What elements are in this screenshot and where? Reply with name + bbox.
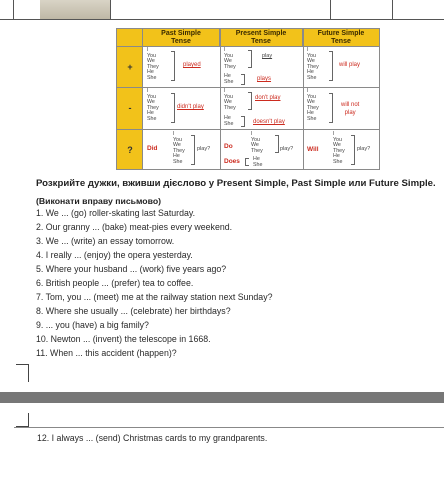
- header-present-simple: Present Simple Tense: [220, 29, 303, 46]
- exercise-item: 7. Tom, you ... (meet) me at the railway station next Sunday?: [36, 292, 273, 302]
- exercise-item: 10. Newton ... (invent) the telescope in 1668.: [36, 334, 211, 344]
- exercise-item: 4. I really ... (enjoy) the opera yesterday.: [36, 250, 193, 260]
- future-question-verb: play?: [357, 146, 371, 152]
- page-separator: [0, 392, 444, 403]
- exercise-item: 3. We ... (write) an essay tomorrow.: [36, 236, 175, 246]
- exercise-item: 9. ... you (have) a big family?: [36, 320, 149, 330]
- crop-corner-mark: [16, 413, 29, 427]
- past-question-verb: play?: [197, 146, 211, 152]
- header-future-simple: Future Simple Tense: [303, 29, 379, 46]
- exercise-item: 5. Where your husband ... (work) five years ago?: [36, 264, 227, 274]
- header-past-simple: Past Simple Tense: [143, 29, 220, 46]
- task-instruction: Розкрийте дужки, вживши дієслово у Present Simple, Past Simple или Future Simple.: [36, 178, 436, 189]
- present-negative: don't play: [255, 95, 281, 101]
- sign-positive: +: [127, 62, 133, 72]
- crop-corner-mark: [16, 364, 29, 382]
- past-positive: played: [183, 62, 201, 68]
- pronouns: I You We They: [224, 88, 236, 111]
- exercise-item: 2. Our granny ... (bake) meat-pies every weekend.: [36, 222, 233, 232]
- task-note: (Виконати вправу письмово): [36, 196, 162, 206]
- pronouns: I You We They He She: [307, 47, 319, 81]
- pronouns: I You We They: [224, 47, 236, 70]
- pronouns: I You We They He She: [333, 131, 345, 165]
- image-fragment: [40, 0, 110, 20]
- divider: [14, 427, 444, 428]
- pronouns: I You We They He She: [173, 131, 185, 165]
- sign-negative: -: [128, 103, 132, 113]
- pronouns: I You We They He She: [307, 88, 319, 122]
- future-question-aux: Will: [307, 146, 319, 153]
- pronouns: He She: [224, 115, 234, 127]
- exercise-item: 11. When ... this accident (happen)?: [36, 348, 177, 358]
- tenses-table: [116, 28, 380, 170]
- pronouns: He She: [224, 73, 234, 85]
- pronouns: I You We They He She: [147, 88, 159, 122]
- sign-question: ?: [127, 145, 133, 155]
- exercise-item: 12. I always ... (send) Christmas cards to my grandparents.: [37, 433, 268, 443]
- pronouns: I You We They He She: [147, 47, 159, 81]
- future-positive: will play: [339, 62, 361, 68]
- present-question-verb: play?: [280, 146, 294, 152]
- pronouns: He She: [253, 156, 263, 168]
- top-table-fragment: [0, 0, 444, 20]
- past-question-aux: Did: [147, 145, 158, 152]
- present-question-aux: Do: [224, 143, 233, 150]
- future-negative: will not play: [341, 102, 360, 116]
- exercise-item: 1. We ... (go) roller-skating last Saturday.: [36, 208, 196, 218]
- present-question-aux-3rd: Does: [224, 158, 240, 165]
- pronouns: I You We They: [251, 131, 263, 154]
- present-positive: play: [262, 53, 273, 59]
- exercise-item: 8. Where she usually ... (celebrate) her birthdays?: [36, 306, 231, 316]
- present-negative-3rd: doesn't play: [253, 119, 285, 125]
- exercise-item: 6. British people ... (prefer) tea to coffee.: [36, 278, 194, 288]
- past-negative: didn't play: [177, 104, 204, 110]
- present-positive-3rd: plays: [257, 76, 272, 82]
